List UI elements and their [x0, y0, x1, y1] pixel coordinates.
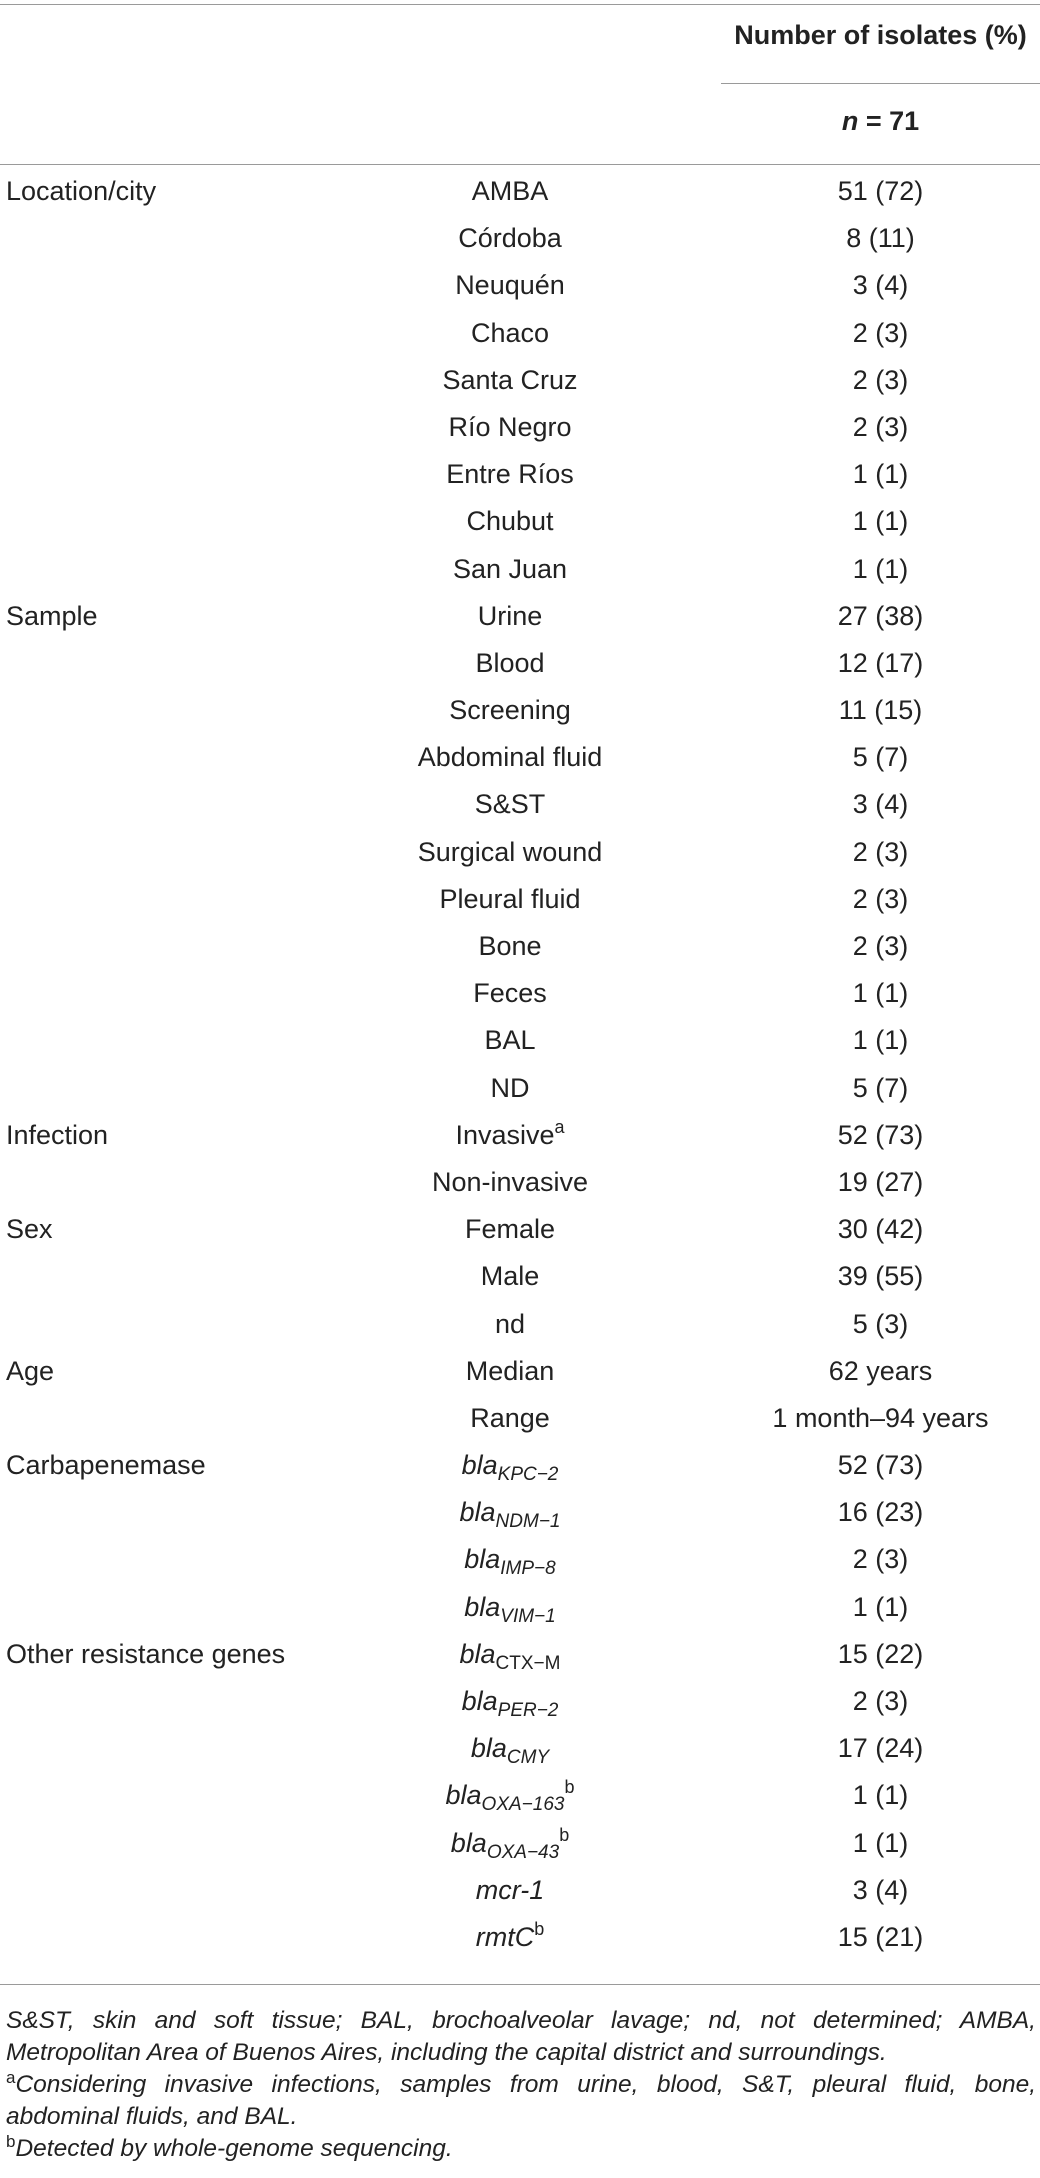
row-item-text: Abdominal fluid	[417, 742, 603, 773]
row-count: 1 (1)	[852, 506, 909, 537]
row-count: 3 (4)	[852, 789, 909, 820]
footnote-marker: b	[564, 1777, 575, 1798]
row-item	[310, 459, 710, 490]
gene-name: bla	[459, 1638, 496, 1669]
table-row	[0, 1869, 1040, 1916]
gene-name: bla	[470, 1733, 507, 1764]
row-count: 52 (73)	[837, 1450, 924, 1481]
row-item	[310, 412, 710, 443]
table-row	[0, 1444, 1040, 1491]
sample-size-header	[721, 106, 1040, 137]
table-row	[0, 1822, 1040, 1869]
footnotes	[6, 2005, 1036, 2165]
row-count: 2 (3)	[852, 364, 909, 395]
row-item	[310, 1167, 710, 1198]
row-item	[310, 223, 710, 254]
row-count: 16 (23)	[837, 1497, 924, 1528]
row-item	[310, 270, 710, 301]
row-item	[310, 1356, 710, 1387]
row-item	[310, 1214, 710, 1245]
gene-variant: NDM−1	[495, 1511, 561, 1533]
row-category: Age	[6, 1355, 55, 1386]
table-row	[0, 1586, 1040, 1633]
table-row	[0, 264, 1040, 311]
row-item-text: Surgical wound	[417, 836, 603, 867]
row-count: 1 (1)	[852, 1591, 909, 1622]
row-item	[310, 1116, 710, 1151]
row-item-text: Urine	[477, 600, 543, 631]
row-count: 5 (7)	[852, 1072, 909, 1103]
table-row	[0, 595, 1040, 642]
gene-name: mcr-1	[475, 1874, 545, 1905]
row-item-text: BAL	[484, 1025, 536, 1056]
table-row	[0, 1019, 1040, 1066]
row-count: 2 (3)	[852, 883, 909, 914]
row-count: 62 years	[828, 1355, 933, 1386]
row-item	[310, 1261, 710, 1292]
row-item-text: Female	[464, 1214, 556, 1245]
row-item-text: Blood	[475, 647, 545, 678]
gene-name: rmtC	[475, 1921, 535, 1952]
table-row	[0, 217, 1040, 264]
table-row	[0, 1633, 1040, 1680]
row-count: 11 (15)	[838, 695, 923, 726]
table-row	[0, 1727, 1040, 1774]
row-item	[310, 884, 710, 915]
table-row	[0, 1161, 1040, 1208]
header-sub-rule	[721, 83, 1040, 84]
row-item-text: Neuquén	[455, 270, 565, 301]
row-item-text: Córdoba	[458, 223, 562, 254]
row-item-text: Non-invasive	[431, 1166, 589, 1197]
table-row	[0, 1397, 1040, 1444]
footnote-marker: b	[559, 1824, 570, 1845]
column-header-isolates: Number of isolates (%)	[734, 20, 1027, 50]
table-row	[0, 642, 1040, 689]
row-item	[310, 1403, 710, 1434]
row-item	[310, 1073, 710, 1104]
row-item	[310, 742, 710, 773]
row-item	[310, 931, 710, 962]
table-row	[0, 453, 1040, 500]
n-symbol: n	[841, 106, 859, 136]
row-count: 27 (38)	[837, 600, 924, 631]
header-bottom-rule	[0, 164, 1040, 165]
row-count: 2 (3)	[852, 317, 909, 348]
table-row	[0, 1303, 1040, 1350]
row-item-text: Chubut	[466, 506, 554, 537]
row-item-text: Invasive	[455, 1119, 555, 1150]
row-item-text: S&ST	[474, 789, 546, 820]
table-row	[0, 1208, 1040, 1255]
gene-variant: IMP−8	[500, 1558, 556, 1580]
row-count: 5 (3)	[852, 1308, 909, 1339]
row-item	[310, 789, 710, 820]
row-item	[310, 318, 710, 349]
row-count: 39 (55)	[837, 1261, 924, 1292]
row-item-text: Pleural fluid	[439, 883, 581, 914]
row-count: 52 (73)	[837, 1119, 924, 1150]
row-item	[310, 837, 710, 868]
table-row	[0, 831, 1040, 878]
footnote-a-mark: a	[6, 2068, 16, 2087]
row-count: 1 (1)	[852, 1827, 909, 1858]
row-item-text: Entre Ríos	[446, 459, 574, 490]
row-item	[310, 1025, 710, 1056]
table-row	[0, 170, 1040, 217]
table-body	[0, 170, 1040, 1963]
row-item	[310, 1497, 710, 1533]
row-item-text: San Juan	[452, 553, 568, 584]
row-count: 2 (3)	[852, 411, 909, 442]
footnote-b-text: Detected by whole-genome sequencing.	[15, 2135, 453, 2162]
row-item	[310, 365, 710, 396]
top-rule	[0, 4, 1040, 5]
row-item	[310, 554, 710, 585]
row-count: 8 (11)	[846, 223, 915, 254]
row-item	[310, 978, 710, 1009]
row-item	[310, 1875, 710, 1906]
row-item-text: Santa Cruz	[442, 364, 578, 395]
footnote-b	[6, 2133, 1036, 2165]
row-count: 2 (3)	[852, 1686, 909, 1716]
gene-variant: OXA−43	[486, 1841, 560, 1863]
table-row	[0, 736, 1040, 783]
row-count: 2 (3)	[852, 836, 909, 867]
row-count: 12 (17)	[837, 647, 924, 678]
row-category: Sex	[6, 1214, 53, 1245]
table-row	[0, 1350, 1040, 1397]
row-item-text: Range	[470, 1402, 550, 1433]
row-category: Carbapenemase	[6, 1450, 206, 1481]
table-row	[0, 359, 1040, 406]
row-item	[310, 601, 710, 632]
table-row	[0, 1255, 1040, 1302]
table-row	[0, 1067, 1040, 1114]
row-count: 15 (22)	[837, 1638, 924, 1669]
footnote-abbreviations: S&ST, skin and soft tissue; BAL, brochoalveolar lavage; nd, not determined; AMBA, Metropolitan Area of Buenos Aires, including the capital district and surroundings.	[6, 2007, 1036, 2066]
gene-name: bla	[459, 1497, 496, 1528]
table-row	[0, 1491, 1040, 1538]
footnote-marker: b	[534, 1918, 545, 1939]
table-row	[0, 878, 1040, 925]
row-item	[310, 1686, 710, 1721]
row-count: 1 (1)	[852, 553, 909, 584]
row-item	[310, 506, 710, 537]
table-bottom-rule	[0, 1984, 1040, 1985]
row-item-text: Río Negro	[448, 411, 572, 442]
row-count: 51 (72)	[837, 176, 924, 206]
row-item-text: Screening	[449, 695, 571, 726]
row-count: 15 (21)	[837, 1921, 924, 1952]
row-count: 2 (3)	[852, 1544, 909, 1575]
row-count: 30 (42)	[837, 1214, 924, 1245]
row-count: 1 (1)	[852, 1780, 909, 1811]
row-count: 5 (7)	[852, 742, 909, 773]
row-item-text: nd	[494, 1308, 526, 1339]
row-item	[310, 1918, 710, 1953]
row-count: 1 month–94 years	[772, 1402, 989, 1433]
row-item-text: Median	[465, 1355, 555, 1386]
row-category: Sample	[6, 600, 98, 631]
table-row	[0, 1114, 1040, 1161]
footnote-a-text: Considering invasive infections, samples from urine, blood, S&T, pleural fluid, bone, abdominal fluids, and BAL.	[6, 2071, 1036, 2130]
row-item	[310, 695, 710, 726]
gene-name: bla	[464, 1544, 501, 1575]
row-count: 19 (27)	[837, 1166, 924, 1197]
row-item	[310, 1309, 710, 1340]
row-item-text: Feces	[473, 978, 547, 1009]
row-count: 1 (1)	[852, 1025, 909, 1056]
gene-variant: CMY	[506, 1747, 550, 1769]
row-item-text: Chaco	[470, 317, 550, 348]
row-item	[310, 1777, 710, 1816]
footnote-a	[6, 2069, 1036, 2133]
table-row	[0, 689, 1040, 736]
row-item	[310, 176, 710, 207]
row-item	[310, 1450, 710, 1486]
table-row	[0, 925, 1040, 972]
row-item-text: AMBA	[471, 176, 549, 206]
footnote-b-mark: b	[6, 2132, 16, 2151]
row-count: 17 (24)	[837, 1733, 924, 1764]
footnote-marker: a	[554, 1116, 565, 1137]
gene-variant: OXA−163	[481, 1794, 565, 1816]
gene-variant: KPC−2	[497, 1464, 559, 1486]
gene-name: bla	[445, 1780, 482, 1811]
gene-name: bla	[450, 1827, 487, 1858]
table-row	[0, 1680, 1040, 1727]
row-item	[310, 1544, 710, 1580]
gene-name: bla	[461, 1450, 498, 1481]
gene-variant: VIM−1	[500, 1605, 556, 1627]
row-count: 1 (1)	[852, 459, 909, 490]
row-item	[310, 1733, 710, 1769]
table-row	[0, 1538, 1040, 1585]
gene-variant: PER−2	[497, 1700, 559, 1721]
row-count: 3 (4)	[852, 270, 909, 301]
gene-name: bla	[461, 1686, 498, 1716]
row-item	[310, 1591, 710, 1627]
table-row	[0, 972, 1040, 1019]
row-count: 2 (3)	[852, 931, 909, 961]
row-count: 3 (4)	[852, 1874, 909, 1905]
row-item	[310, 1824, 710, 1863]
row-item-text: ND	[490, 1072, 530, 1103]
row-item-text: Male	[480, 1261, 540, 1292]
row-count: 1 (1)	[852, 978, 909, 1009]
table-row	[0, 500, 1040, 547]
row-category: Other resistance genes	[6, 1638, 286, 1669]
table-row	[0, 783, 1040, 830]
table-row	[0, 312, 1040, 359]
row-item-text: Bone	[478, 931, 542, 961]
table-row	[0, 548, 1040, 595]
gene-name: bla	[464, 1591, 501, 1622]
n-value: = 71	[858, 106, 920, 136]
row-category: Infection	[6, 1119, 109, 1150]
table-row	[0, 406, 1040, 453]
gene-variant: CTX−M	[495, 1652, 561, 1674]
table-row	[0, 1774, 1040, 1821]
row-item	[310, 1638, 710, 1674]
table-row	[0, 1916, 1040, 1963]
row-item	[310, 648, 710, 679]
row-category: Location/city	[6, 176, 157, 206]
